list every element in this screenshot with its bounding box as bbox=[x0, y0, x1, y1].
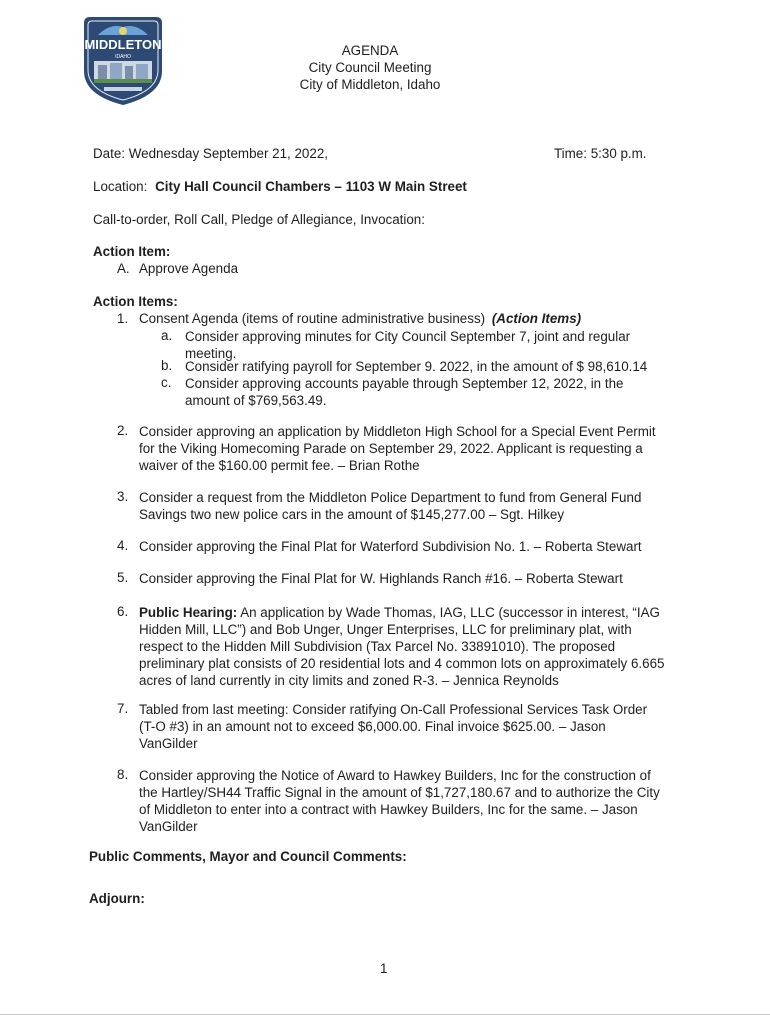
item-6-line-5: acres of land currently in city limits and zoned R-3. – Jennica Reynolds bbox=[139, 673, 559, 688]
item-6-line-1 bbox=[139, 604, 664, 621]
item-8-text bbox=[139, 767, 660, 835]
item-1c-marker: c. bbox=[161, 375, 172, 390]
item-5-number: 5. bbox=[117, 570, 129, 585]
adjourn-heading: Adjourn: bbox=[89, 891, 145, 906]
item-6-first: An application by Wade Thomas, IAG, LLC (successor in interest, “IAG bbox=[237, 605, 660, 620]
item-5-text bbox=[139, 570, 623, 587]
item-3-number: 3. bbox=[117, 489, 129, 504]
item-7-line-3: VanGilder bbox=[139, 736, 198, 751]
item-6-bold: Public Hearing: bbox=[139, 605, 238, 620]
logo-small: IDAHO bbox=[115, 54, 131, 60]
item-6-line-3: respect to the Hidden Mill Subdivision (Tax Parcel No. 33891010). The proposed bbox=[139, 639, 616, 654]
item-1-text bbox=[139, 311, 581, 326]
item-1-number: 1. bbox=[117, 311, 129, 326]
city-name: City of Middleton, Idaho bbox=[299, 77, 441, 92]
item-7-line-2: (T-O #3) in an amount not to exceed $6,000.00. Final invoice $625.00. – Jason bbox=[139, 719, 606, 734]
item-5-line-1: Consider approving the Final Plat for W. Highlands Ranch #16. – Roberta Stewart bbox=[139, 571, 623, 586]
city-logo bbox=[80, 13, 166, 107]
item-1-tag: (Action Items) bbox=[491, 311, 582, 326]
item-6-number: 6. bbox=[117, 604, 129, 619]
item-7-line-1: Tabled from last meeting: Consider ratifying On-Call Professional Services Task Order bbox=[139, 702, 648, 717]
item-3-line-2: Savings two new police cars in the amount of $145,277.00 – Sgt. Hilkey bbox=[139, 507, 565, 522]
item-6-text bbox=[139, 604, 664, 689]
public-comments-heading: Public Comments, Mayor and Council Comments: bbox=[89, 849, 407, 864]
item-7-text bbox=[139, 701, 647, 752]
item-2-line-2: for the Viking Homecoming Parade on September 29, 2022. Applicant is requesting a bbox=[139, 441, 643, 456]
item-2-text bbox=[139, 423, 656, 474]
call-to-order: Call-to-order, Roll Call, Pledge of Allegiance, Invocation: bbox=[93, 212, 425, 227]
item-8-line-1: Consider approving the Notice of Award to Hawkey Builders, Inc for the construction of bbox=[139, 768, 651, 783]
item-1a-marker: a. bbox=[161, 328, 173, 343]
meeting-time: Time: 5:30 p.m. bbox=[554, 146, 647, 161]
item-1b-line-1: Consider ratifying payroll for September 9. 2022, in the amount of $ 98,610.14 bbox=[185, 359, 648, 374]
action-items-heading: Action Items: bbox=[93, 294, 178, 309]
location-line bbox=[93, 179, 467, 194]
location-label: Location: bbox=[93, 179, 148, 194]
item-1a-line-2: meeting. bbox=[185, 346, 237, 361]
item-1c-line-1: Consider approving accounts payable through September 12, 2022, in the bbox=[185, 376, 624, 391]
agenda-title: AGENDA bbox=[341, 43, 399, 58]
item-8-number: 8. bbox=[117, 767, 129, 782]
location-value: City Hall Council Chambers – 1103 W Main Street bbox=[155, 179, 467, 194]
item-7-number: 7. bbox=[117, 701, 129, 716]
item-1c-line-2: amount of $769,563.49. bbox=[185, 393, 327, 408]
item-2-number: 2. bbox=[117, 423, 129, 438]
action-item-heading: Action Item: bbox=[93, 244, 171, 259]
item-4-line-1: Consider approving the Final Plat for Waterford Subdivision No. 1. – Roberta Stewart bbox=[139, 539, 642, 554]
footer-rule bbox=[0, 1014, 770, 1015]
item-2-line-3: waiver of the $160.00 permit fee. – Brian Rothe bbox=[139, 458, 420, 473]
meeting-date: Date: Wednesday September 21, 2022, bbox=[93, 146, 328, 161]
item-6-line-4: preliminary plat consists of 20 residential lots and 4 common lots on approximately 6.665 bbox=[139, 656, 665, 671]
item-2-line-1: Consider approving an application by Middleton High School for a Special Event Permit bbox=[139, 424, 656, 439]
item-4-number: 4. bbox=[117, 538, 129, 553]
item-1b-marker: b. bbox=[161, 358, 173, 373]
item-4-text bbox=[139, 538, 642, 555]
item-1a-text bbox=[185, 328, 630, 362]
logo-name: MIDDLETON bbox=[84, 37, 162, 52]
item-1-main: Consent Agenda (items of routine administrative business) bbox=[139, 311, 486, 326]
item-8-line-3: of Middleton to enter into a contract with Hawkey Builders, Inc for the same. – Jason bbox=[139, 802, 638, 817]
action-item-a-marker: A. bbox=[117, 261, 130, 276]
item-8-line-4: VanGilder bbox=[139, 819, 198, 834]
item-1a-line-1: Consider approving minutes for City Council September 7, joint and regular bbox=[185, 329, 631, 344]
action-item-a-text: Approve Agenda bbox=[139, 261, 239, 276]
item-1c-text bbox=[185, 375, 623, 409]
meeting-subtitle: City Council Meeting bbox=[308, 60, 432, 75]
page-number: 1 bbox=[380, 961, 388, 976]
item-8-line-2: the Hartley/SH44 Traffic Signal in the amount of $1,727,180.67 and to authorize the City bbox=[139, 785, 660, 800]
item-6-line-2: Hidden Mill, LLC”) and Bob Unger, Unger Enterprises, LLC for preliminary plat, with bbox=[139, 622, 632, 637]
item-3-line-1: Consider a request from the Middleton Police Department to fund from General Fund bbox=[139, 490, 642, 505]
item-3-text bbox=[139, 489, 641, 523]
item-1b-text bbox=[185, 358, 647, 375]
